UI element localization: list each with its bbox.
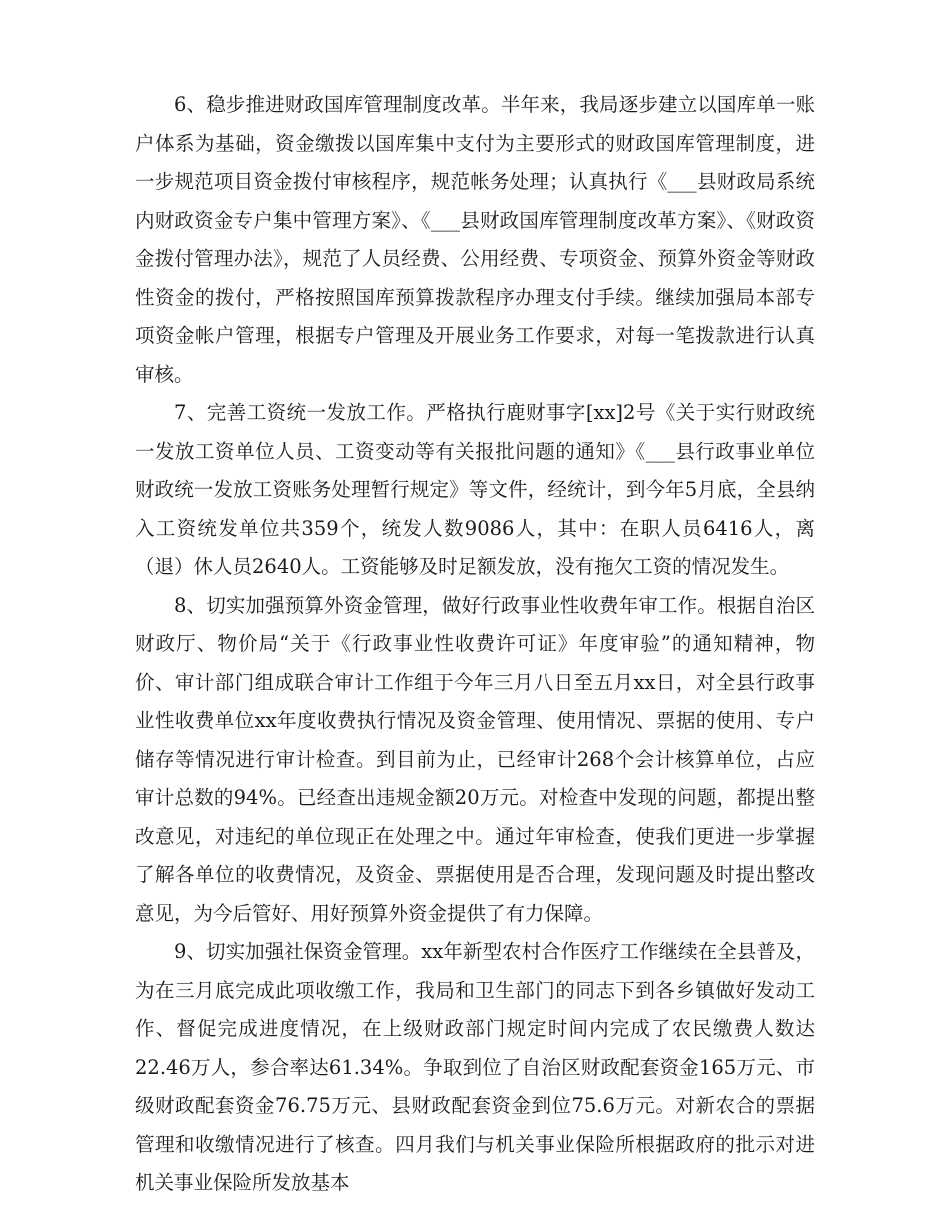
paragraph-treasury-reform: 6、稳步推进财政国库管理制度改革。半年来，我局逐步建立以国库单一账户体系为基础，资金缴拨以国库集中支付为主要形式的财政国库管理制度，进一步规范项目资金拨付审核程序，规范帐务处理；认真执行《___县财政局系统内财政资金专户集中管理方案》、《___县财政国库管理制度改革方案》、《财政资金拨付管理办法》，规范了人员经费、公用经费、专项资金、预算外资金等财政性资金的拨付，严格按照国库预算拨款程序办理支付手续。继续加强局本部专项资金帐户管理，根据专户管理及开展业务工作要求，对每一笔拨款进行认真审核。 (135, 93, 815, 386)
paragraph-salary-payment: 7、完善工资统一发放工作。严格执行鹿财事字[xx]2号《关于实行财政统一发放工资单位人员、工资变动等有关报批问题的通知》《___县行政事业单位财政统一发放工资账务处理暂行规定》等文件，经统计，到今年5月底，全县纳入工资统发单位共359个，统发人数9086人，其中：在职人员6416人，离（退）休人员2640人。工资能够及时足额发放，没有拖欠工资的情况发生。 (135, 401, 815, 578)
document-body (135, 86, 815, 1203)
paragraph-social-security-funds: 9、切实加强社保资金管理。xx年新型农村合作医疗工作继续在全县普及，为在三月底完成此项收缴工作，我局和卫生部门的同志下到各乡镇做好发动工作、督促完成进度情况，在上级财政部门规定时间内完成了农民缴费人数达22.46万人，参合率达61.34%。争取到位了自治区财政配套资金165万元、市级财政配套资金76.75万元、县财政配套资金到位75.6万元。对新农合的票据管理和收缴情况进行了核查。四月我们与机关事业保险所根据政府的批示对进机关事业保险所发放基本 (135, 940, 815, 1194)
paragraph-extra-budget-funds: 8、切实加强预算外资金管理，做好行政事业性收费年审工作。根据自治区财政厅、物价局“关于《行政事业性收费许可证》年度审验”的通知精神，物价、审计部门组成联合审计工作组于今年三月八日至五月xx日，对全县行政事业性收费单位xx年度收费执行情况及资金管理、使用情况、票据的使用、专户储存等情况进行审计检查。到目前为止，已经审计268个会计核算单位，占应审计总数的94%。已经查出违规金额20万元。对检查中发现的问题，都提出整改意见，对违纪的单位现正在处理之中。通过年审检查，使我们更进一步掌握了解各单位的收费情况，及资金、票据使用是否合理，发现问题及时提出整改意见，为今后管好、用好预算外资金提供了有力保障。 (135, 593, 815, 925)
